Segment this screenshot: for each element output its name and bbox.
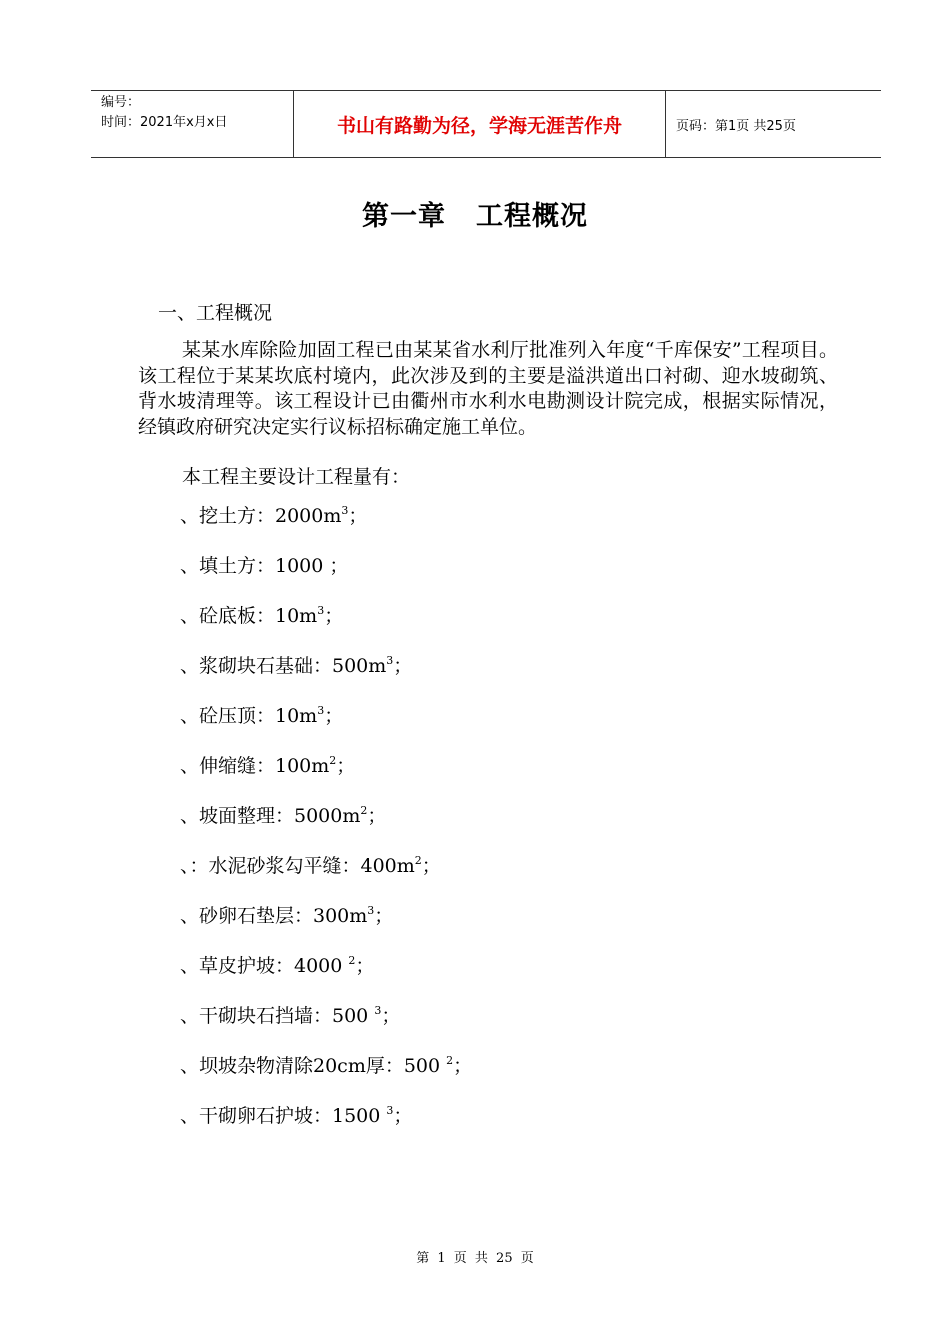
header-meta (91, 91, 293, 157)
header-motto: 书山有路勤为径，学海无涯苦作舟 (293, 91, 666, 157)
page-footer: 第 1 页 共 25 页 (416, 1251, 534, 1266)
list-item: 、挖土方：$2000m^3$； (180, 504, 368, 527)
time-label: 时间：2021年x月x日 (101, 115, 228, 130)
list-item: 、干砌卵石护坡：1500 $^3$； (180, 1104, 413, 1127)
quantities-intro: 本工程主要设计工程量有： (182, 466, 411, 488)
body-paragraph: 某某水库除险加固工程已由某某省水利厅批准列入年度“千库保安”工程项目。该工程位于某某坎底村境内，此次涉及到的主要是溢洪道出口衬砌、迎水坡砌筑、背水坡清理等。该工程设计已由衢州市水利水电勘测设计院完成，根据实际情况，经镇政府研究决定实行议标招标确定施工单位。 (138, 339, 838, 438)
list-item: 、填土方：1000 ； (180, 555, 349, 577)
list-item: 、浆砌块石基础：$500m^3$； (180, 654, 413, 677)
chapter-number: 第一章 (362, 201, 446, 232)
list-item: 、伸缩缝：$100m^2$； (180, 754, 356, 777)
list-item: 、砂卵石垫层：$300m^3$； (180, 904, 394, 927)
header-page-info: 页码：第1页 共25页 (676, 118, 796, 134)
quantities-list (180, 498, 472, 1148)
number-label: 编号： (101, 95, 141, 110)
list-item: 、坡面整理：$5000m^2$； (180, 804, 387, 827)
list-item: 、砼压顶：$10m^3$； (180, 704, 344, 727)
list-item: 、：水泥砂浆勾平缝：$400m^2$； (180, 854, 441, 877)
list-item: 、草皮护坡：4000 $^2$； (180, 954, 375, 977)
section-title: 一、工程概况 (158, 302, 273, 324)
list-item: 、坝坡杂物清除20cm厚：500 $^2$； (180, 1054, 473, 1077)
chapter-name: 工程概况 (476, 201, 588, 232)
list-item: 、干砌块石挡墙：500 $^3$； (180, 1004, 401, 1027)
page-header (91, 90, 881, 158)
chapter-title (0, 194, 950, 233)
list-item: 、砼底板：$10m^3$； (180, 604, 344, 627)
